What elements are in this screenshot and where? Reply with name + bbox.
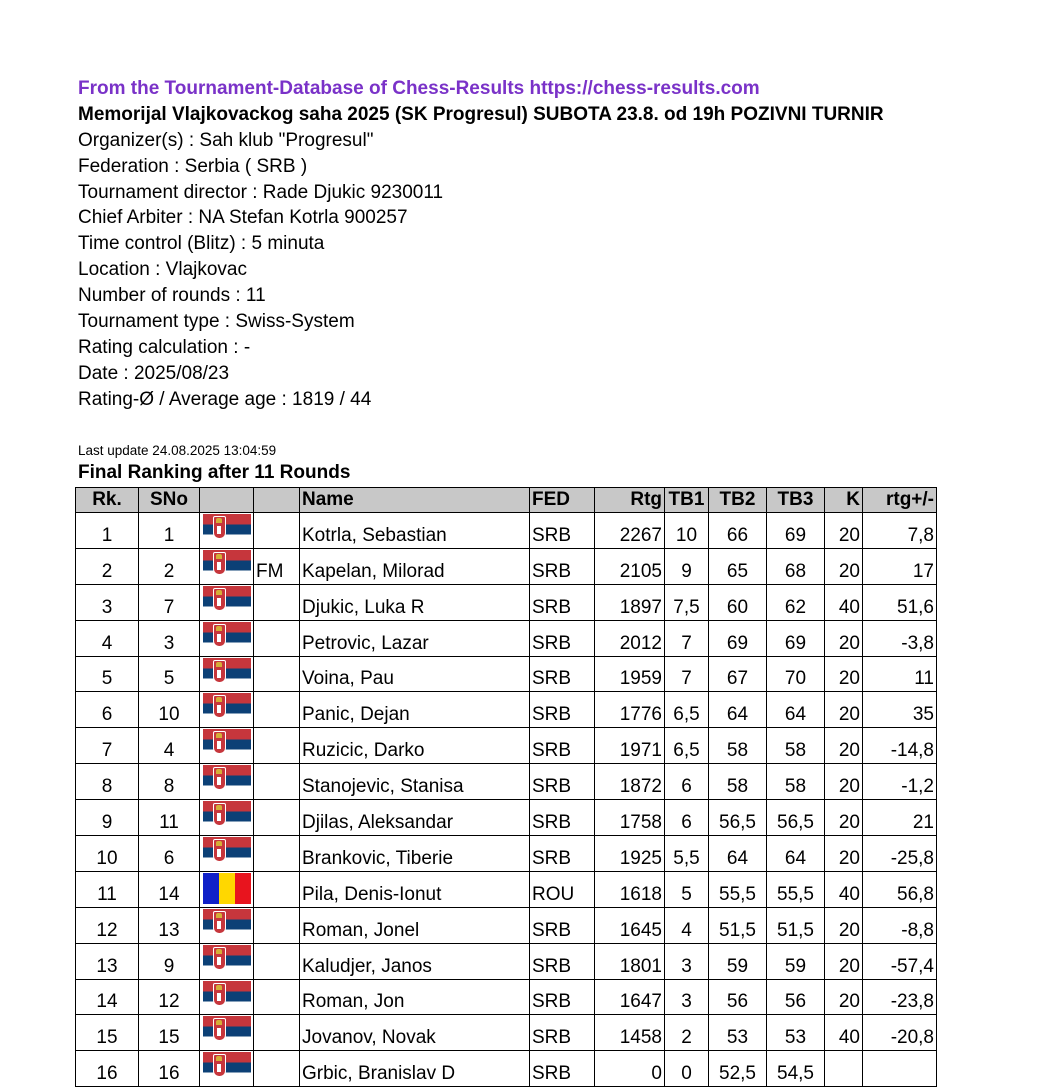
sno-cell: 12 bbox=[139, 979, 200, 1015]
tb3-cell: 62 bbox=[767, 584, 825, 620]
source-line[interactable]: From the Tournament-Database of Chess-Results https://chess-results.com bbox=[78, 78, 760, 99]
tb2-cell: 52,5 bbox=[709, 1051, 767, 1087]
rank-cell: 9 bbox=[76, 800, 139, 836]
name-cell[interactable]: Pila, Denis-Ionut bbox=[300, 871, 530, 907]
sno-cell: 10 bbox=[139, 692, 200, 728]
table-row bbox=[76, 979, 937, 1015]
name-cell[interactable]: Grbic, Branislav D bbox=[300, 1051, 530, 1087]
tb3-cell: 64 bbox=[767, 692, 825, 728]
fed-cell: SRB bbox=[530, 692, 595, 728]
tb2-cell: 69 bbox=[709, 620, 767, 656]
tb3-cell: 56 bbox=[767, 979, 825, 1015]
tb2-cell: 51,5 bbox=[709, 907, 767, 943]
serbia-flag-icon bbox=[203, 981, 251, 1012]
title-cell bbox=[254, 836, 300, 872]
tb1-cell: 6,5 bbox=[665, 692, 709, 728]
name-cell[interactable]: Brankovic, Tiberie bbox=[300, 836, 530, 872]
tb3-cell: 51,5 bbox=[767, 907, 825, 943]
sno-cell: 16 bbox=[139, 1051, 200, 1087]
fed-cell: SRB bbox=[530, 548, 595, 584]
flag-cell bbox=[200, 1051, 254, 1087]
location-line: Location : Vlajkovac bbox=[78, 259, 247, 281]
name-cell[interactable]: Roman, Jon bbox=[300, 979, 530, 1015]
serbia-flag-icon bbox=[203, 586, 251, 617]
date-line: Date : 2025/08/23 bbox=[78, 362, 230, 384]
rating-change-cell: -1,2 bbox=[863, 764, 937, 800]
table-row bbox=[76, 1051, 937, 1087]
tb3-cell: 59 bbox=[767, 943, 825, 979]
fed-cell: SRB bbox=[530, 1015, 595, 1051]
flag-cell bbox=[200, 871, 254, 907]
tb2-cell: 66 bbox=[709, 513, 767, 549]
tb1-cell: 3 bbox=[665, 979, 709, 1015]
rating-cell: 1618 bbox=[595, 871, 665, 907]
table-row bbox=[76, 513, 937, 549]
time-control-line: Time control (Blitz) : 5 minuta bbox=[78, 233, 325, 255]
table-row bbox=[76, 764, 937, 800]
title-cell bbox=[254, 800, 300, 836]
romania-flag-icon bbox=[203, 873, 251, 904]
table-row bbox=[76, 656, 937, 692]
tb3-cell: 58 bbox=[767, 764, 825, 800]
col-header-rank: Rk. bbox=[76, 488, 139, 513]
k-cell: 20 bbox=[825, 692, 863, 728]
col-header-flag bbox=[200, 488, 254, 513]
title-cell bbox=[254, 656, 300, 692]
rank-cell: 15 bbox=[76, 1015, 139, 1051]
rating-cell: 2105 bbox=[595, 548, 665, 584]
rank-cell: 7 bbox=[76, 728, 139, 764]
sno-cell: 7 bbox=[139, 584, 200, 620]
table-row bbox=[76, 1015, 937, 1051]
rank-cell: 11 bbox=[76, 871, 139, 907]
col-header-tb3: TB3 bbox=[767, 488, 825, 513]
title-cell bbox=[254, 728, 300, 764]
k-cell: 40 bbox=[825, 584, 863, 620]
title-cell bbox=[254, 979, 300, 1015]
flag-cell bbox=[200, 764, 254, 800]
serbia-flag-icon bbox=[203, 801, 251, 832]
k-cell: 20 bbox=[825, 656, 863, 692]
k-cell: 40 bbox=[825, 871, 863, 907]
rating-cell: 1758 bbox=[595, 800, 665, 836]
tb3-cell: 68 bbox=[767, 548, 825, 584]
table-row bbox=[76, 800, 937, 836]
sno-cell: 5 bbox=[139, 656, 200, 692]
tb1-cell: 7 bbox=[665, 656, 709, 692]
fed-cell: SRB bbox=[530, 728, 595, 764]
col-header-k: K bbox=[825, 488, 863, 513]
tb1-cell: 5 bbox=[665, 871, 709, 907]
rating-calculation-line: Rating calculation : - bbox=[78, 336, 251, 358]
table-row bbox=[76, 584, 937, 620]
rating-change-cell: -3,8 bbox=[863, 620, 937, 656]
tb3-cell: 54,5 bbox=[767, 1051, 825, 1087]
serbia-flag-icon bbox=[203, 945, 251, 976]
tb3-cell: 69 bbox=[767, 620, 825, 656]
fed-cell: SRB bbox=[530, 764, 595, 800]
serbia-flag-icon bbox=[203, 837, 251, 868]
name-cell[interactable]: Djukic, Luka R bbox=[300, 584, 530, 620]
fed-cell: SRB bbox=[530, 943, 595, 979]
name-cell[interactable]: Djilas, Aleksandar bbox=[300, 800, 530, 836]
flag-cell bbox=[200, 1015, 254, 1051]
rating-average-age-line: Rating-Ø / Average age : 1819 / 44 bbox=[78, 388, 372, 410]
table-header-row bbox=[76, 488, 937, 513]
col-header-title bbox=[254, 488, 300, 513]
rating-cell: 1645 bbox=[595, 907, 665, 943]
k-cell: 20 bbox=[825, 907, 863, 943]
k-cell: 20 bbox=[825, 800, 863, 836]
rating-cell: 2012 bbox=[595, 620, 665, 656]
rank-cell: 5 bbox=[76, 656, 139, 692]
k-cell: 20 bbox=[825, 728, 863, 764]
tb1-cell: 9 bbox=[665, 548, 709, 584]
sno-cell: 14 bbox=[139, 871, 200, 907]
name-cell[interactable]: Petrovic, Lazar bbox=[300, 620, 530, 656]
name-cell[interactable]: Jovanov, Novak bbox=[300, 1015, 530, 1051]
sno-cell: 13 bbox=[139, 907, 200, 943]
sno-cell: 2 bbox=[139, 548, 200, 584]
tb3-cell: 53 bbox=[767, 1015, 825, 1051]
tournament-header bbox=[78, 76, 1038, 413]
fed-cell: SRB bbox=[530, 836, 595, 872]
tournament-director-line: Tournament director : Rade Djukic 9230011 bbox=[78, 181, 444, 203]
tb1-cell: 0 bbox=[665, 1051, 709, 1087]
col-header-tb2: TB2 bbox=[709, 488, 767, 513]
rating-change-cell: -14,8 bbox=[863, 728, 937, 764]
tb2-cell: 64 bbox=[709, 692, 767, 728]
federation-line: Federation : Serbia ( SRB ) bbox=[78, 155, 308, 177]
name-cell[interactable]: Kapelan, Milorad bbox=[300, 548, 530, 584]
flag-cell bbox=[200, 943, 254, 979]
rating-change-cell: 56,8 bbox=[863, 871, 937, 907]
col-header-name: Name bbox=[300, 488, 530, 513]
k-cell: 20 bbox=[825, 836, 863, 872]
sno-cell: 9 bbox=[139, 943, 200, 979]
title-cell bbox=[254, 513, 300, 549]
rank-cell: 2 bbox=[76, 548, 139, 584]
rating-cell: 1776 bbox=[595, 692, 665, 728]
tb1-cell: 6 bbox=[665, 764, 709, 800]
organizer-line: Organizer(s) : Sah klub "Progresul" bbox=[78, 129, 374, 151]
serbia-flag-icon bbox=[203, 909, 251, 940]
sno-cell: 3 bbox=[139, 620, 200, 656]
flag-cell bbox=[200, 907, 254, 943]
sno-cell: 1 bbox=[139, 513, 200, 549]
rating-cell: 1925 bbox=[595, 836, 665, 872]
rating-cell: 0 bbox=[595, 1051, 665, 1087]
title-cell bbox=[254, 764, 300, 800]
table-row bbox=[76, 943, 937, 979]
rating-change-cell: 11 bbox=[863, 656, 937, 692]
name-cell[interactable]: Kotrla, Sebastian bbox=[300, 513, 530, 549]
rating-cell: 1647 bbox=[595, 979, 665, 1015]
rank-cell: 8 bbox=[76, 764, 139, 800]
flag-cell bbox=[200, 513, 254, 549]
tb1-cell: 7 bbox=[665, 620, 709, 656]
serbia-flag-icon bbox=[203, 1052, 251, 1083]
k-cell: 20 bbox=[825, 513, 863, 549]
title-cell bbox=[254, 1051, 300, 1087]
flag-cell bbox=[200, 836, 254, 872]
fed-cell: SRB bbox=[530, 1051, 595, 1087]
table-row bbox=[76, 907, 937, 943]
tb2-cell: 67 bbox=[709, 656, 767, 692]
tb2-cell: 59 bbox=[709, 943, 767, 979]
flag-cell bbox=[200, 728, 254, 764]
fed-cell: ROU bbox=[530, 871, 595, 907]
tb3-cell: 56,5 bbox=[767, 800, 825, 836]
rating-change-cell: -23,8 bbox=[863, 979, 937, 1015]
tb1-cell: 7,5 bbox=[665, 584, 709, 620]
rating-change-cell: -8,8 bbox=[863, 907, 937, 943]
rounds-line: Number of rounds : 11 bbox=[78, 285, 266, 307]
ranking-table bbox=[75, 487, 937, 1087]
fed-cell: SRB bbox=[530, 979, 595, 1015]
title-cell bbox=[254, 943, 300, 979]
table-row bbox=[76, 692, 937, 728]
rank-cell: 3 bbox=[76, 584, 139, 620]
table-row bbox=[76, 620, 937, 656]
sno-cell: 11 bbox=[139, 800, 200, 836]
serbia-flag-icon bbox=[203, 765, 251, 796]
rating-cell: 1959 bbox=[595, 656, 665, 692]
title-cell bbox=[254, 692, 300, 728]
tb2-cell: 58 bbox=[709, 764, 767, 800]
fed-cell: SRB bbox=[530, 800, 595, 836]
tb2-cell: 53 bbox=[709, 1015, 767, 1051]
tb1-cell: 6,5 bbox=[665, 728, 709, 764]
rating-change-cell: 35 bbox=[863, 692, 937, 728]
tournament-type-line: Tournament type : Swiss-System bbox=[78, 311, 355, 333]
tb1-cell: 3 bbox=[665, 943, 709, 979]
title-cell bbox=[254, 584, 300, 620]
col-header-tb1: TB1 bbox=[665, 488, 709, 513]
name-cell[interactable]: Stanojevic, Stanisa bbox=[300, 764, 530, 800]
title-cell bbox=[254, 871, 300, 907]
rating-change-cell: 17 bbox=[863, 548, 937, 584]
rating-cell: 1872 bbox=[595, 764, 665, 800]
serbia-flag-icon bbox=[203, 1016, 251, 1047]
col-header-sno: SNo bbox=[139, 488, 200, 513]
flag-cell bbox=[200, 692, 254, 728]
title-cell: FM bbox=[254, 548, 300, 584]
rank-cell: 1 bbox=[76, 513, 139, 549]
rating-change-cell: 21 bbox=[863, 800, 937, 836]
ranking-title: Final Ranking after 11 Rounds bbox=[78, 462, 351, 483]
rank-cell: 12 bbox=[76, 907, 139, 943]
tb3-cell: 69 bbox=[767, 513, 825, 549]
k-cell: 20 bbox=[825, 979, 863, 1015]
tb3-cell: 58 bbox=[767, 728, 825, 764]
table-row bbox=[76, 836, 937, 872]
tb2-cell: 55,5 bbox=[709, 871, 767, 907]
tb1-cell: 5,5 bbox=[665, 836, 709, 872]
flag-cell bbox=[200, 548, 254, 584]
tb3-cell: 70 bbox=[767, 656, 825, 692]
tb1-cell: 6 bbox=[665, 800, 709, 836]
flag-cell bbox=[200, 584, 254, 620]
table-row bbox=[76, 871, 937, 907]
rating-change-cell: 7,8 bbox=[863, 513, 937, 549]
last-update: Last update 24.08.2025 13:04:59 bbox=[78, 443, 277, 458]
flag-cell bbox=[200, 620, 254, 656]
fed-cell: SRB bbox=[530, 513, 595, 549]
fed-cell: SRB bbox=[530, 656, 595, 692]
name-cell[interactable]: Voina, Pau bbox=[300, 656, 530, 692]
k-cell: 20 bbox=[825, 943, 863, 979]
rank-cell: 6 bbox=[76, 692, 139, 728]
name-cell[interactable]: Panic, Dejan bbox=[300, 692, 530, 728]
serbia-flag-icon bbox=[203, 693, 251, 724]
name-cell[interactable]: Ruzicic, Darko bbox=[300, 728, 530, 764]
name-cell[interactable]: Kaludjer, Janos bbox=[300, 943, 530, 979]
rank-cell: 10 bbox=[76, 836, 139, 872]
title-cell bbox=[254, 1015, 300, 1051]
col-header-rating-change: rtg+/- bbox=[863, 488, 937, 513]
col-header-fed: FED bbox=[530, 488, 595, 513]
k-cell: 20 bbox=[825, 764, 863, 800]
tb2-cell: 64 bbox=[709, 836, 767, 872]
k-cell: 20 bbox=[825, 548, 863, 584]
rank-cell: 14 bbox=[76, 979, 139, 1015]
rating-cell: 1801 bbox=[595, 943, 665, 979]
rank-cell: 16 bbox=[76, 1051, 139, 1087]
rank-cell: 13 bbox=[76, 943, 139, 979]
rank-cell: 4 bbox=[76, 620, 139, 656]
name-cell[interactable]: Roman, Jonel bbox=[300, 907, 530, 943]
tb1-cell: 10 bbox=[665, 513, 709, 549]
rating-change-cell: 51,6 bbox=[863, 584, 937, 620]
rating-change-cell: -57,4 bbox=[863, 943, 937, 979]
tb2-cell: 56 bbox=[709, 979, 767, 1015]
sno-cell: 15 bbox=[139, 1015, 200, 1051]
tb3-cell: 55,5 bbox=[767, 871, 825, 907]
serbia-flag-icon bbox=[203, 550, 251, 581]
flag-cell bbox=[200, 800, 254, 836]
col-header-rating: Rtg bbox=[595, 488, 665, 513]
title-cell bbox=[254, 907, 300, 943]
rating-change-cell bbox=[863, 1051, 937, 1087]
flag-cell bbox=[200, 979, 254, 1015]
rating-cell: 2267 bbox=[595, 513, 665, 549]
tb1-cell: 2 bbox=[665, 1015, 709, 1051]
sno-cell: 6 bbox=[139, 836, 200, 872]
serbia-flag-icon bbox=[203, 658, 251, 689]
table-row bbox=[76, 548, 937, 584]
sno-cell: 4 bbox=[139, 728, 200, 764]
tb1-cell: 4 bbox=[665, 907, 709, 943]
k-cell: 40 bbox=[825, 1015, 863, 1051]
fed-cell: SRB bbox=[530, 620, 595, 656]
tb3-cell: 64 bbox=[767, 836, 825, 872]
flag-cell bbox=[200, 656, 254, 692]
sno-cell: 8 bbox=[139, 764, 200, 800]
tb2-cell: 65 bbox=[709, 548, 767, 584]
serbia-flag-icon bbox=[203, 729, 251, 760]
fed-cell: SRB bbox=[530, 907, 595, 943]
rating-cell: 1458 bbox=[595, 1015, 665, 1051]
rating-change-cell: -25,8 bbox=[863, 836, 937, 872]
serbia-flag-icon bbox=[203, 514, 251, 545]
table-row bbox=[76, 728, 937, 764]
rating-change-cell: -20,8 bbox=[863, 1015, 937, 1051]
fed-cell: SRB bbox=[530, 584, 595, 620]
k-cell: 20 bbox=[825, 620, 863, 656]
rating-cell: 1897 bbox=[595, 584, 665, 620]
serbia-flag-icon bbox=[203, 622, 251, 653]
tb2-cell: 56,5 bbox=[709, 800, 767, 836]
tb2-cell: 60 bbox=[709, 584, 767, 620]
tournament-title: Memorijal Vlajkovackog saha 2025 (SK Progresul) SUBOTA 23.8. od 19h POZIVNI TURNIR bbox=[78, 103, 884, 125]
tb2-cell: 58 bbox=[709, 728, 767, 764]
chief-arbiter-line: Chief Arbiter : NA Stefan Kotrla 900257 bbox=[78, 207, 408, 229]
k-cell bbox=[825, 1051, 863, 1087]
title-cell bbox=[254, 620, 300, 656]
rating-cell: 1971 bbox=[595, 728, 665, 764]
